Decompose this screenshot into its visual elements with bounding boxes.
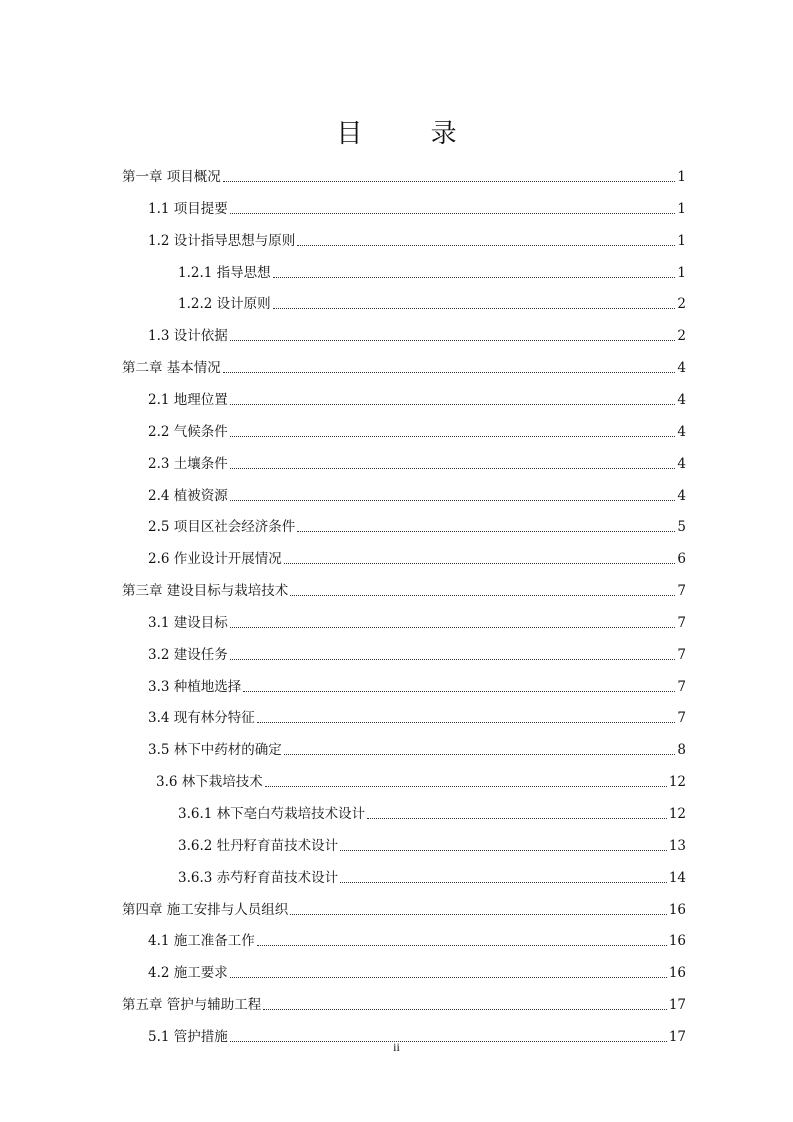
toc-entry-label: 5.1 管护措施 (148, 1028, 228, 1045)
toc-entry-page-number: 7 (677, 583, 686, 600)
toc-entry-label: 第四章 施工安排与人员组织 (122, 901, 289, 918)
dot-leader (340, 881, 667, 883)
toc-entry-page-number: 4 (677, 455, 686, 472)
toc-entry-label: 3.6.1 林下亳白芍栽培技术设计 (178, 806, 366, 822)
toc-entry-label: 3.3 种植地选择 (148, 678, 242, 695)
toc-entry[interactable] (148, 411, 686, 441)
dot-leader (257, 721, 676, 723)
dot-leader (273, 276, 676, 278)
toc-entry-label: 第二章 基本情况 (122, 360, 221, 377)
toc-entry[interactable] (148, 634, 686, 664)
dot-leader (297, 244, 675, 246)
toc-entry-page-number: 4 (677, 360, 686, 377)
page-title: 目 录 (336, 119, 487, 149)
toc-entry-page-number: 7 (677, 710, 686, 727)
toc-entry[interactable] (122, 889, 686, 919)
toc-entry-label: 3.6 林下栽培技术 (156, 774, 263, 791)
toc-entry[interactable] (156, 761, 686, 791)
dot-leader (265, 785, 667, 787)
dot-leader (284, 562, 676, 564)
toc-entry-label: 2.1 地理位置 (148, 391, 228, 408)
toc-entry[interactable] (148, 920, 686, 950)
toc-entry-page-number: 13 (668, 837, 686, 854)
toc-entry-page-number: 17 (668, 1028, 686, 1045)
dot-leader (223, 180, 676, 182)
toc-entry[interactable] (148, 729, 686, 759)
toc-entry-page-number: 7 (677, 678, 686, 695)
dot-leader (230, 976, 667, 978)
toc-entry-label: 1.1 项目提要 (148, 200, 228, 217)
toc-entry-label: 1.3 设计依据 (148, 328, 228, 345)
toc-entry-page-number: 4 (677, 391, 686, 408)
page-number: ii (393, 1040, 400, 1054)
toc-entry-page-number: 16 (668, 965, 686, 982)
toc-entry-page-number: 6 (677, 551, 686, 568)
dot-leader (230, 626, 676, 628)
toc-entry-label: 3.2 建设任务 (148, 646, 228, 663)
toc-entry-page-number: 1 (677, 264, 686, 281)
toc-entry-page-number: 2 (677, 328, 686, 345)
toc-entry-label: 2.4 植被资源 (148, 487, 228, 504)
toc-entry[interactable] (122, 156, 686, 186)
toc-entry-label: 2.2 气候条件 (148, 423, 228, 440)
toc-entry-label: 第五章 管护与辅助工程 (122, 997, 262, 1014)
toc-entry[interactable] (178, 252, 686, 282)
toc-entry-page-number: 7 (677, 646, 686, 663)
toc-entry[interactable] (148, 952, 686, 982)
dot-leader (290, 594, 675, 596)
toc-entry-label: 第三章 建设目标与栽培技术 (122, 583, 289, 600)
toc-entry-page-number: 1 (677, 200, 686, 217)
toc-entry[interactable] (148, 443, 686, 473)
dot-leader (257, 944, 667, 946)
dot-leader (230, 435, 676, 437)
toc-entry[interactable] (122, 347, 686, 377)
toc-entry-page-number: 8 (677, 742, 686, 759)
toc-entry[interactable] (148, 697, 686, 727)
toc-entry-page-number: 14 (668, 869, 686, 886)
dot-leader (243, 690, 675, 692)
dot-leader (230, 339, 676, 341)
toc-entry-label: 3.4 现有林分特征 (148, 710, 255, 727)
dot-leader (230, 403, 676, 405)
dot-leader (340, 849, 667, 851)
toc-entry[interactable] (148, 602, 686, 632)
toc-entry-page-number: 7 (677, 614, 686, 631)
toc-entry[interactable] (148, 315, 686, 345)
toc-entry[interactable] (122, 570, 686, 600)
toc-entry[interactable] (148, 506, 686, 536)
toc-entry-label: 1.2.2 设计原则 (178, 296, 271, 313)
dot-leader (284, 753, 676, 755)
toc-entry[interactable] (148, 538, 686, 568)
toc-entry[interactable] (148, 379, 686, 409)
toc-entry-label: 第一章 项目概况 (122, 169, 221, 185)
toc-entry-page-number: 17 (668, 997, 686, 1014)
toc-entry-label: 3.1 建设目标 (148, 614, 228, 631)
toc-entry[interactable] (122, 984, 686, 1014)
toc-entry-page-number: 1 (677, 232, 686, 249)
toc-entry[interactable] (148, 188, 686, 218)
toc-entry-page-number: 16 (668, 901, 686, 918)
dot-leader (290, 913, 667, 915)
toc-entry-label: 1.2 设计指导思想与原则 (148, 232, 296, 249)
toc-entry-label: 4.2 施工要求 (148, 965, 228, 982)
toc-entry-page-number: 12 (668, 774, 686, 791)
toc-entry[interactable] (148, 220, 686, 250)
toc-entry[interactable] (148, 475, 686, 505)
toc-entry-label: 3.5 林下中药材的确定 (148, 742, 282, 759)
toc-entry-page-number: 2 (677, 296, 686, 313)
toc-entry[interactable] (178, 283, 686, 313)
dot-leader (230, 658, 676, 660)
dot-leader (230, 499, 676, 501)
toc-entry[interactable] (178, 857, 686, 887)
toc-entry[interactable] (178, 825, 686, 855)
toc-entry-label: 3.6.3 赤芍籽育苗技术设计 (178, 869, 339, 886)
toc-entry-page-number: 16 (668, 933, 686, 950)
dot-leader (230, 467, 676, 469)
dot-leader (273, 307, 676, 309)
toc-entry-label: 4.1 施工准备工作 (148, 933, 255, 950)
toc-entry-page-number: 4 (677, 487, 686, 504)
dot-leader (263, 1008, 667, 1010)
toc-entry-label: 3.6.2 牡丹籽育苗技术设计 (178, 837, 339, 854)
dot-leader (223, 371, 676, 373)
toc-entry-label: 2.5 项目区社会经济条件 (148, 519, 296, 536)
toc-entry[interactable] (178, 793, 686, 823)
toc-entry-page-number: 4 (677, 423, 686, 440)
toc-entry-page-number: 12 (668, 806, 686, 822)
dot-leader (297, 530, 675, 532)
dot-leader (367, 817, 667, 819)
toc-entry-label: 1.2.1 指导思想 (178, 264, 271, 281)
toc-entry-page-number: 5 (677, 519, 686, 536)
dot-leader (230, 212, 676, 214)
toc-entry[interactable] (148, 666, 686, 696)
toc-entry-page-number: 1 (677, 169, 686, 185)
toc-entry-label: 2.3 土壤条件 (148, 455, 228, 472)
toc-entry-label: 2.6 作业设计开展情况 (148, 551, 282, 568)
